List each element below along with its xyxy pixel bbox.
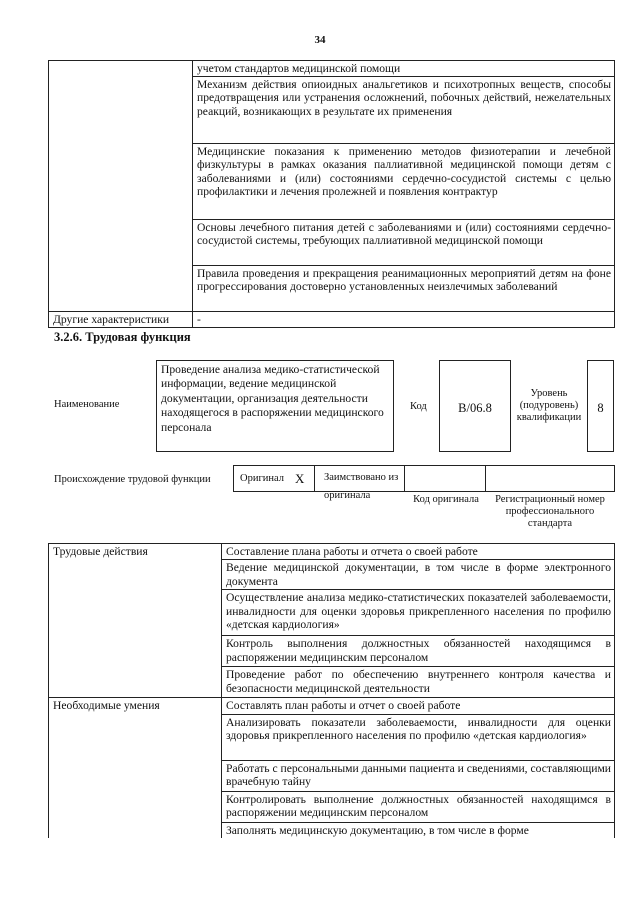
labor-action: Проведение работ по обеспечению внутреннего контроля качества и безопасности медицинской деятельности bbox=[222, 667, 615, 698]
code-caption: Код оригинала bbox=[413, 494, 479, 505]
borrowed-label: Заимствовано из оригинала bbox=[324, 472, 399, 501]
labor-actions-label: Трудовые действия bbox=[49, 544, 222, 698]
code-value: В/06.8 bbox=[458, 401, 492, 415]
skill: Составлять план работы и отчет о своей работе bbox=[222, 698, 615, 714]
original-mark: X bbox=[295, 471, 305, 486]
knowledge-row: учетом стандартов медицинской помощи bbox=[193, 61, 615, 77]
borrowed-cell bbox=[314, 465, 405, 501]
function-name-box bbox=[156, 360, 394, 452]
labor-action: Ведение медицинской документации, в том числе в форме электронного документа bbox=[222, 560, 615, 590]
details-table bbox=[48, 543, 615, 838]
registration-caption: Регистрационный номер профессионального стандарта bbox=[495, 494, 605, 529]
labor-action: Осуществление анализа медико-статистических показателей заболеваемости, инвалидности для оценки здоровья прикрепленного населения по профилю «детская кардиология» bbox=[222, 590, 615, 636]
page-number: 34 bbox=[314, 34, 326, 46]
skill: Работать с персональными данными пациента и сведениями, составляющими врачебную тайну bbox=[222, 760, 615, 791]
knowledge-row: Медицинские показания к применению методов физиотерапии и лечебной физкультуры в рамках оказания паллиативной медицинской помощи детям с заболеваниями и (или) состояниями сердечно-сосудистой системы с целью профилактики и лечения пролежней и появления контрактур bbox=[193, 144, 615, 220]
original-label: Оригинал bbox=[240, 473, 284, 484]
registration-number-cell bbox=[485, 465, 615, 492]
skills-label: Необходимые умения bbox=[49, 698, 222, 838]
knowledge-row: Механизм действия опиоидных анальгетиков и психотропных веществ, способы предотвращения или устранения осложнений, побочных действий, нежелательных реакций, возникающих в результате их применения bbox=[193, 77, 615, 144]
skill: Заполнять медицинскую документацию, в том числе в форме bbox=[222, 822, 615, 838]
labor-action: Контроль выполнения должностных обязанностей находящимся в распоряжении медицинским персоналом bbox=[222, 636, 615, 667]
other-characteristics-label: Другие характеристики bbox=[49, 312, 193, 328]
level-label: Уровень (подуровень) квалификации bbox=[516, 388, 582, 423]
function-name-value: Проведение анализа медико-статистической информации, ведение медицинской документации, организация деятельности находящегося в распоряжении медицинского персонала bbox=[161, 363, 384, 434]
knowledge-table bbox=[48, 60, 615, 328]
skill: Анализировать показатели заболеваемости, инвалидности для оценки здоровья прикрепленного населения по профилю «детская кардиология» bbox=[222, 714, 615, 760]
section-heading: 3.2.6. Трудовая функция bbox=[54, 330, 191, 344]
empty-label-cell bbox=[49, 61, 193, 312]
labor-action: Составление плана работы и отчета о своей работе bbox=[222, 544, 615, 560]
level-box bbox=[587, 360, 614, 452]
knowledge-row: Основы лечебного питания детей с заболеваниями и (или) состояниями сердечно-сосудистой системы, требующих паллиативной медицинской помощи bbox=[193, 220, 615, 266]
original-cell bbox=[233, 465, 315, 492]
knowledge-row: Правила проведения и прекращения реанимационных мероприятий детям на фоне прогрессирования достоверно установленных неизлечимых заболеваний bbox=[193, 266, 615, 312]
skill: Контролировать выполнение должностных обязанностей находящимся в распоряжении медицинским персоналом bbox=[222, 791, 615, 822]
code-box bbox=[439, 360, 511, 452]
code-label: Код bbox=[410, 401, 427, 412]
original-code-cell bbox=[404, 465, 486, 492]
level-value: 8 bbox=[597, 401, 604, 415]
origin-label: Происхождение трудовой функции bbox=[54, 474, 211, 485]
name-label: Наименование bbox=[54, 399, 120, 410]
other-characteristics-value: - bbox=[193, 312, 615, 328]
